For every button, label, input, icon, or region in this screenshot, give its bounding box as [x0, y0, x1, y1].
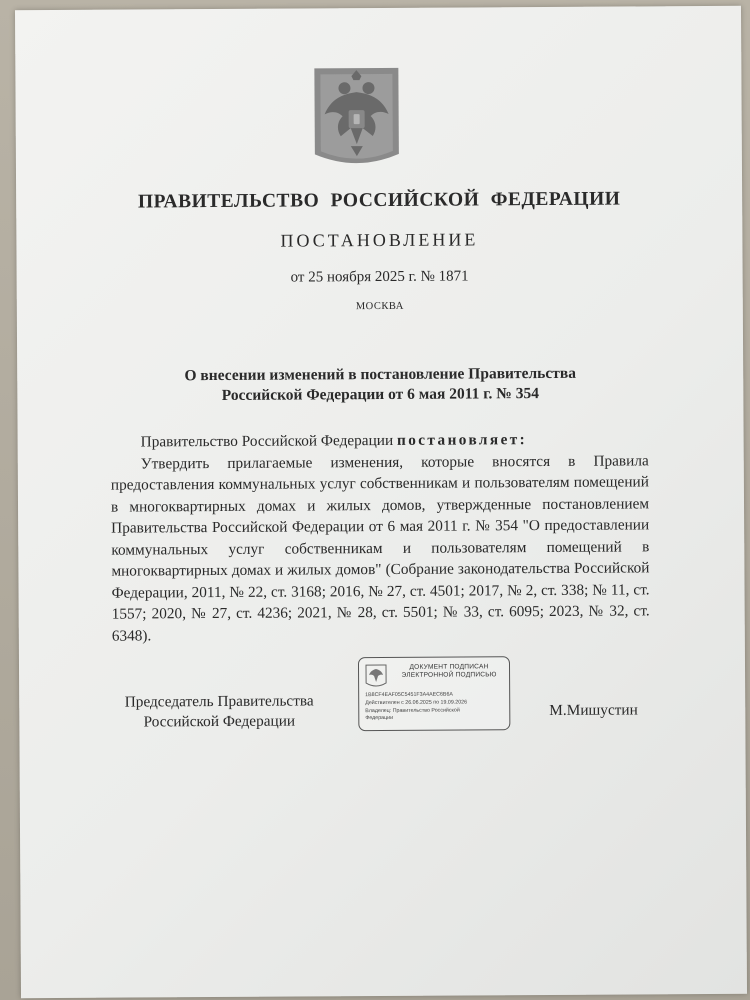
- intro-prefix: Правительство Российской Федерации: [140, 431, 394, 451]
- emblem-icon: [365, 664, 387, 688]
- stamp-title-line-1: ДОКУМЕНТ ПОДПИСАН: [409, 663, 489, 671]
- stamp-owner-line-1: Владелец: Правительство Российской: [365, 707, 460, 715]
- stamp-title: [393, 663, 505, 680]
- signer-name: М.Мишустин: [549, 701, 638, 719]
- signer-position: [104, 691, 334, 732]
- document-page: [15, 6, 747, 998]
- document-city: МОСКВА: [355, 300, 404, 313]
- coat-of-arms-icon: [310, 66, 403, 169]
- stamp-title-line-2: ЭЛЕКТРОННОЙ ПОДПИСЬЮ: [401, 671, 497, 679]
- subject-line-1: О внесении изменений в постановление Правительства: [184, 364, 577, 385]
- intro-resolves: постановляет:: [396, 431, 528, 449]
- stamp-certificate: 1B8CF4EAF05C5451F3A4AEC6B6A: [365, 691, 453, 699]
- main-paragraph: Утвердить прилагаемые изменения, которые вносятся в Правила предоставления коммунальных услуг собственникам и пользователям помещений в многоквартирных домах и жилых домов, утвержденные постановлением Правительства Российской Федерации от 6 мая 2011 г. № 354 "О предоставлении коммунальных услуг собственникам и пользователям помещений в многоквартирных домах и жилых домов" (Собрание законодательства Российской Федерации, 2011, № 22, ст. 3168; 2016, № 27, ст. 4501; 2017, № 2, ст. 338; № 11, ст. 1557; 2020, № 27, ст. 4236; 2021, № 28, ст. 5501; № 33, ст. 6095; 2023, № 32, ст. 6348).: [110, 451, 650, 645]
- document-type: ПОСТАНОВЛЕНИЕ: [280, 229, 479, 251]
- document-body: [111, 428, 650, 646]
- electronic-signature-stamp: [358, 656, 510, 731]
- stamp-validity: Действителен с 26.06.2025 по 19.09.2026: [365, 699, 468, 707]
- document-date-number: от 25 ноября 2025 г. № 1871: [290, 268, 469, 286]
- document-subject: [17, 363, 743, 407]
- government-title: ПРАВИТЕЛЬСТВО РОССИЙСКОЙ ФЕДЕРАЦИИ: [137, 188, 621, 213]
- signer-position-line-1: Председатель Правительства: [124, 692, 314, 711]
- signer-position-line-2: Российской Федерации: [143, 712, 296, 731]
- stamp-owner-line-2: Федерации: [365, 714, 394, 722]
- subject-line-2: Российской Федерации от 6 мая 2011 г. № 354: [221, 385, 540, 404]
